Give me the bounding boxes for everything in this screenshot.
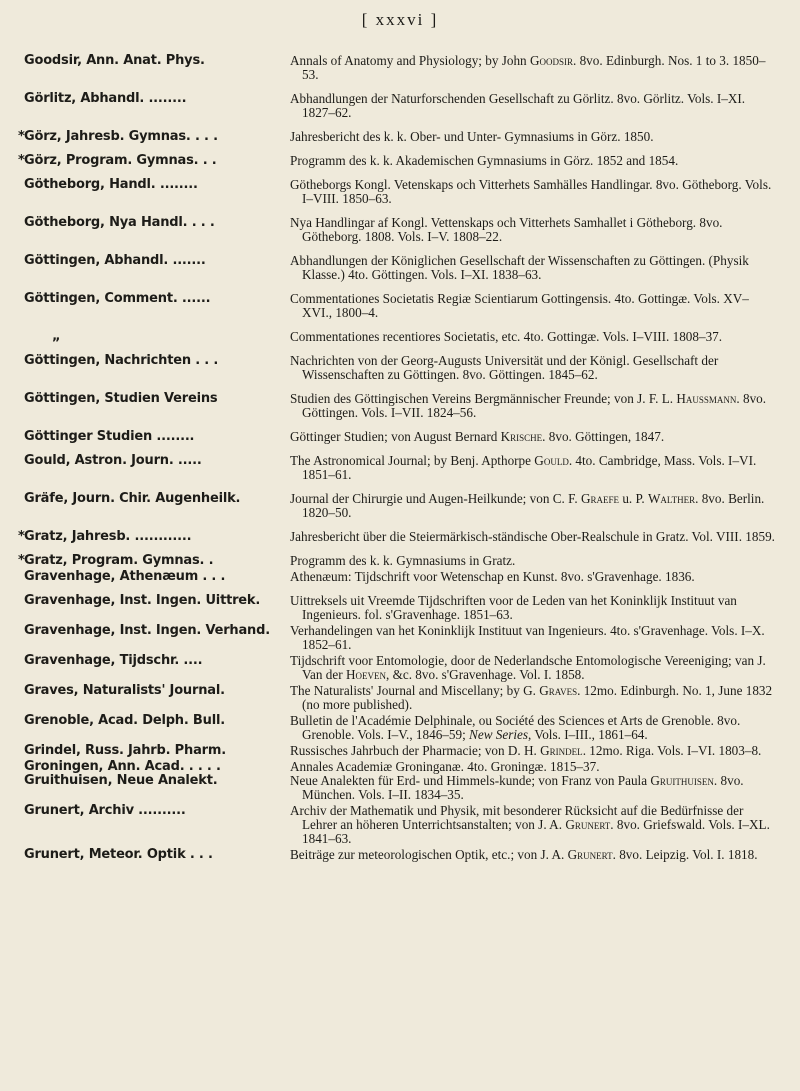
list-item bbox=[0, 760, 800, 774]
entry-reference bbox=[290, 54, 778, 82]
entry-reference: Commentationes recentiores Societatis, etc. 4to. Gottingæ. Vols. I–VIII. 1808–37. bbox=[290, 329, 723, 344]
list-item bbox=[0, 654, 800, 682]
entry-reference bbox=[290, 492, 778, 520]
entry-reference bbox=[290, 714, 778, 742]
list-item bbox=[0, 130, 800, 144]
entry-abbreviation-text: Gravenhage, Inst. Ingen. Verhand. bbox=[24, 623, 270, 638]
page-number: [ xxxvi ] bbox=[361, 10, 439, 29]
reference-text: Russisches Jahrbuch der Pharmacie; von D. H. bbox=[290, 743, 541, 758]
list-item bbox=[0, 570, 800, 584]
list-item bbox=[0, 254, 800, 282]
entry-abbreviation bbox=[0, 330, 290, 344]
reference-text: . 8vo. Berlin. 1820–50. bbox=[302, 491, 765, 520]
list-item bbox=[0, 392, 800, 420]
author-name: Graefe bbox=[581, 491, 620, 506]
author-name: Hoeven bbox=[345, 667, 386, 682]
reference-text: . 8vo. Leipzig. Vol. I. 1818. bbox=[612, 847, 758, 862]
reference-text: Annals of Anatomy and Physiology; by John bbox=[290, 53, 530, 68]
entry-abbreviation-text: Göttingen, Abhandl. ....... bbox=[24, 253, 206, 268]
reference-text: Journal der Chirurgie und Augen-Heilkunde; von C. F. bbox=[290, 491, 581, 506]
entry-abbreviation bbox=[0, 178, 290, 206]
author-name: Gould bbox=[534, 453, 569, 468]
reference-text: Tijdschrift voor Entomologie, door de Nederlandsche Entomologische Vereeniging; van J. Van der bbox=[290, 653, 766, 682]
asterisk-mark: * bbox=[18, 153, 25, 168]
entry-abbreviation bbox=[0, 392, 290, 420]
entry-abbreviation-text: Gräfe, Journ. Chir. Augenheilk. bbox=[24, 491, 241, 506]
list-item bbox=[0, 554, 800, 568]
entry-abbreviation-text: Graves, Naturalists' Journal. bbox=[24, 683, 225, 698]
reference-text: Neue Analekten für Erd- und Himmels-kunde; von Franz von Paula bbox=[290, 773, 651, 788]
entry-abbreviation-text: Grunert, Meteor. Optik . . . bbox=[24, 847, 213, 862]
author-name: Haussmann bbox=[676, 391, 737, 406]
entry-abbreviation-text: Gratz, Jahresb. ............ bbox=[24, 529, 192, 544]
entry-abbreviation-text: Grenoble, Acad. Delph. Bull. bbox=[24, 713, 225, 728]
reference-text: . 8vo. Göttingen. Vols. I–VII. 1824–56. bbox=[302, 391, 767, 420]
list-item bbox=[0, 92, 800, 120]
entry-reference bbox=[290, 804, 778, 846]
entry-reference: Götheborgs Kongl. Vetenskaps och Vitterhets Samhälles Handlingar. 8vo. Götheborg. Vols. I–VIII. 1850–63. bbox=[290, 177, 772, 206]
entry-reference bbox=[290, 430, 778, 444]
list-item bbox=[0, 714, 800, 742]
entry-abbreviation-text: Gruithuisen, Neue Analekt. bbox=[24, 773, 218, 788]
entry-reference: Programm des k. k. Akademischen Gymnasiums in Görz. 1852 and 1854. bbox=[290, 153, 679, 168]
author-name: Grunert bbox=[567, 847, 613, 862]
entry-abbreviation bbox=[0, 684, 290, 712]
entry-abbreviation-text: Göttingen, Studien Vereins bbox=[24, 391, 218, 406]
bibliography-list bbox=[0, 54, 800, 862]
author-name: Grindel bbox=[540, 743, 583, 758]
reference-text: . 8vo. Griefswald. Vols. I–XL. 1841–63. bbox=[302, 817, 770, 846]
list-item bbox=[0, 216, 800, 244]
entry-reference bbox=[290, 654, 778, 682]
reference-text: The Astronomical Journal; by Benj. Apthorpe bbox=[290, 453, 535, 468]
entry-abbreviation bbox=[0, 292, 290, 320]
entry-reference: Jahresbericht über die Steiermärkisch-ständische Ober-Realschule in Gratz. Vol. VIII. 1859. bbox=[290, 529, 775, 544]
entry-reference bbox=[290, 454, 778, 482]
reference-text: . 8vo. München. Vols. I–II. 1834–35. bbox=[302, 773, 744, 802]
entry-reference bbox=[290, 684, 778, 712]
reference-text: . 12mo. Riga. Vols. I–VI. 1803–8. bbox=[582, 743, 762, 758]
entry-reference: Verhandelingen van het Koninklijk Instituut van Ingenieurs. 4to. s'Gravenhage. Vols. I–X. 1852–61. bbox=[290, 623, 765, 652]
entry-reference: Abhandlungen der Königlichen Gesellschaft der Wissenschaften zu Göttingen. (Physik Klasse.) 4to. Göttingen. Vols. I–XI. 1838–63. bbox=[290, 253, 749, 282]
entry-abbreviation bbox=[0, 760, 290, 774]
reference-text: . 8vo. Edinburgh. Nos. 1 to 3. 1850–53. bbox=[302, 53, 766, 82]
entry-abbreviation-text: Grunert, Archiv .......... bbox=[24, 803, 186, 818]
reference-text: Göttinger Studien; von August Bernard bbox=[290, 429, 501, 444]
entry-abbreviation bbox=[0, 454, 290, 482]
list-item bbox=[0, 744, 800, 758]
entry-reference bbox=[290, 392, 778, 420]
entry-reference bbox=[290, 774, 778, 802]
list-item bbox=[0, 624, 800, 652]
entry-reference: Annales Academiæ Groninganæ. 4to. Groningæ. 1815–37. bbox=[290, 759, 600, 774]
entry-abbreviation bbox=[0, 254, 290, 282]
author-name: Grunert bbox=[565, 817, 611, 832]
reference-text: . 4to. Cambridge, Mass. Vols. I–VI. 1851–61. bbox=[302, 453, 757, 482]
asterisk-mark: * bbox=[18, 529, 25, 544]
author-name: Gruithuisen bbox=[650, 773, 714, 788]
reference-text: , Vols. I–III., 1861–64. bbox=[528, 727, 648, 742]
reference-text: The Naturalists' Journal and Miscellany; by G. bbox=[290, 683, 540, 698]
series-label: New Series bbox=[469, 727, 529, 742]
entry-abbreviation-text: Grindel, Russ. Jahrb. Pharm. bbox=[24, 743, 226, 758]
entry-reference: Nachrichten von der Georg-Augusts Universität und der Königl. Gesellschaft der Wissenschaften zu Göttingen. 8vo. Göttingen. 1845–62. bbox=[290, 353, 719, 382]
entry-abbreviation-text: Gould, Astron. Journ. ..... bbox=[24, 453, 202, 468]
entry-abbreviation-text: Görz, Jahresb. Gymnas. . . . bbox=[24, 129, 218, 144]
entry-abbreviation bbox=[0, 594, 290, 622]
list-item bbox=[0, 848, 800, 862]
entry-abbreviation bbox=[0, 154, 290, 168]
entry-abbreviation-text: Goodsir, Ann. Anat. Phys. bbox=[24, 53, 205, 68]
entry-abbreviation bbox=[0, 654, 290, 682]
entry-abbreviation bbox=[0, 54, 290, 82]
entry-abbreviation-text: Gravenhage, Tijdschr. .... bbox=[24, 653, 203, 668]
list-item bbox=[0, 154, 800, 168]
reference-text: . 12mo. Edinburgh. No. 1, June 1832 (no more published). bbox=[302, 683, 773, 712]
author-name: Goodsir bbox=[529, 53, 573, 68]
entry-reference: Commentationes Societatis Regiæ Scientiarum Gottingensis. 4to. Gottingæ. Vols. XV–XVI., 1800–4. bbox=[290, 291, 749, 320]
list-item bbox=[0, 330, 800, 344]
list-item bbox=[0, 354, 800, 382]
entry-abbreviation bbox=[0, 714, 290, 742]
list-item bbox=[0, 292, 800, 320]
list-item bbox=[0, 54, 800, 82]
author-name: Graves bbox=[539, 683, 578, 698]
reference-text: , &c. 8vo. s'Gravenhage. Vol. I. 1858. bbox=[385, 667, 585, 682]
entry-abbreviation-text: Göttingen, Comment. ...... bbox=[24, 291, 211, 306]
asterisk-mark: * bbox=[18, 553, 25, 568]
entry-abbreviation-text: Göttingen, Nachrichten . . . bbox=[24, 353, 219, 368]
reference-text: Studien des Göttingischen Vereins Bergmännischer Freunde; von J. F. L. bbox=[290, 391, 677, 406]
entry-abbreviation bbox=[0, 92, 290, 120]
entry-abbreviation bbox=[0, 530, 290, 544]
entry-abbreviation bbox=[0, 354, 290, 382]
entry-abbreviation bbox=[0, 130, 290, 144]
entry-abbreviation-text: Görlitz, Abhandl. ........ bbox=[24, 91, 187, 106]
list-item bbox=[0, 594, 800, 622]
entry-reference: Programm des k. k. Gymnasiums in Gratz. bbox=[290, 553, 516, 568]
entry-reference bbox=[290, 744, 778, 758]
entry-reference: Athenæum: Tijdschrift voor Wetenschap en Kunst. 8vo. s'Gravenhage. 1836. bbox=[290, 569, 695, 584]
author-name: Krische bbox=[500, 429, 543, 444]
list-item bbox=[0, 492, 800, 520]
entry-reference: Nya Handlingar af Kongl. Vettenskaps och Vitterhets Samhallet i Götheborg. 8vo. Götheborg. 1808. Vols. I–V. 1808–22. bbox=[290, 215, 723, 244]
reference-text: u. P. bbox=[619, 491, 648, 506]
entry-abbreviation bbox=[0, 744, 290, 758]
list-item bbox=[0, 684, 800, 712]
entry-abbreviation-text: Görz, Program. Gymnas. . . bbox=[24, 153, 217, 168]
entry-abbreviation bbox=[0, 804, 290, 846]
author-name: Walther bbox=[647, 491, 696, 506]
entry-abbreviation-text: Gravenhage, Inst. Ingen. Uittrek. bbox=[24, 593, 261, 608]
entry-abbreviation bbox=[0, 570, 290, 584]
list-item bbox=[0, 454, 800, 482]
reference-text: Bulletin de l'Académie Delphinale, ou Société des Sciences et Arts de Grenoble. 8vo. Grenoble. Vols. I–V., 1846–59; bbox=[290, 713, 741, 742]
reference-text: . 8vo. Göttingen, 1847. bbox=[542, 429, 665, 444]
entry-abbreviation-text: Gravenhage, Athenæum . . . bbox=[24, 569, 226, 584]
entry-abbreviation-text: Gratz, Program. Gymnas. . bbox=[24, 553, 214, 568]
entry-reference bbox=[290, 848, 778, 862]
list-item bbox=[0, 430, 800, 444]
entry-reference: Abhandlungen der Naturforschenden Gesellschaft zu Görlitz. 8vo. Görlitz. Vols. I–XI. 1827–62. bbox=[290, 91, 746, 120]
reference-text: Beiträge zur meteorologischen Optik, etc.; von J. A. bbox=[290, 847, 568, 862]
entry-abbreviation bbox=[0, 492, 290, 520]
entry-abbreviation bbox=[0, 216, 290, 244]
entry-abbreviation bbox=[0, 430, 290, 444]
list-item bbox=[0, 774, 800, 802]
reference-text: Archiv der Mathematik und Physik, mit besonderer Rücksicht auf die Bedürfnisse der Lehrer an höheren Unterrichtsanstalten; von J. A. bbox=[290, 803, 744, 832]
list-item bbox=[0, 178, 800, 206]
entry-abbreviation bbox=[0, 848, 290, 862]
entry-abbreviation-text: Groningen, Ann. Acad. . . . . bbox=[24, 759, 221, 774]
entry-reference: Uittreksels uit Vreemde Tijdschriften voor de Leden van het Koninklijk Instituut van Ingenieurs. fol. s'Gravenhage. 1851–63. bbox=[290, 593, 737, 622]
entry-abbreviation-text: Götheborg, Handl. ........ bbox=[24, 177, 198, 192]
asterisk-mark: * bbox=[18, 129, 25, 144]
entry-abbreviation bbox=[0, 774, 290, 802]
entry-abbreviation-text: Göttinger Studien ........ bbox=[24, 429, 195, 444]
list-item bbox=[0, 530, 800, 544]
entry-abbreviation bbox=[0, 624, 290, 652]
entry-abbreviation bbox=[0, 554, 290, 568]
entry-abbreviation-text: Götheborg, Nya Handl. . . . bbox=[24, 215, 215, 230]
entry-abbreviation-text: „ bbox=[52, 329, 61, 344]
entry-reference: Jahresbericht des k. k. Ober- und Unter- Gymnasiums in Görz. 1850. bbox=[290, 129, 654, 144]
list-item bbox=[0, 804, 800, 846]
